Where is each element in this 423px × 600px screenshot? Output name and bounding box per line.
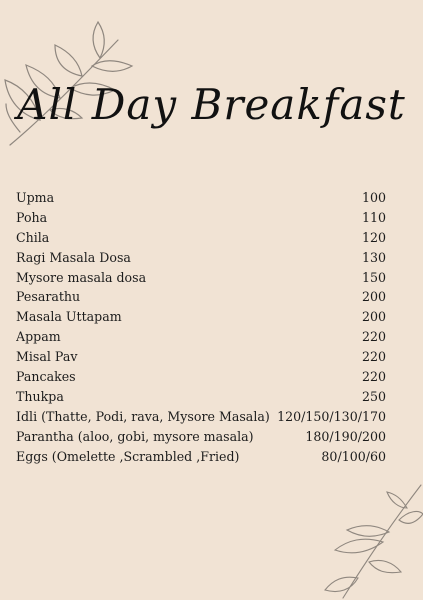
item-price: 110 bbox=[361, 209, 386, 225]
menu-item bbox=[16, 407, 386, 427]
item-name: Ragi Masala Dosa bbox=[16, 249, 131, 265]
item-name: Mysore masala dosa bbox=[16, 269, 147, 285]
item-name: Chila bbox=[16, 229, 50, 245]
item-price: 120 bbox=[361, 229, 386, 245]
item-price: 220 bbox=[361, 349, 386, 365]
menu-item bbox=[16, 248, 386, 268]
item-name: Thukpa bbox=[16, 388, 64, 404]
item-name: Idli (Thatte, Podi, rava, Mysore Masala) bbox=[16, 408, 270, 424]
item-price: 130 bbox=[361, 249, 386, 265]
leaf-branch-icon bbox=[303, 480, 423, 600]
menu-item bbox=[16, 447, 386, 467]
menu-item bbox=[16, 228, 386, 248]
menu-item bbox=[16, 287, 386, 307]
menu-item bbox=[16, 188, 386, 208]
menu-item bbox=[16, 387, 386, 407]
menu-item bbox=[16, 427, 386, 447]
item-price: 100 bbox=[361, 190, 386, 205]
item-name: Parantha (aloo, gobi, mysore masala) bbox=[16, 428, 254, 444]
menu-title: All Day Breakfast bbox=[17, 80, 406, 129]
item-name: Misal Pav bbox=[16, 349, 78, 365]
item-name: Pancakes bbox=[16, 369, 76, 385]
item-price: 250 bbox=[361, 388, 386, 404]
menu-item bbox=[16, 208, 386, 228]
menu-list bbox=[16, 188, 386, 466]
item-price: 220 bbox=[361, 329, 386, 345]
item-name: Masala Uttapam bbox=[16, 309, 122, 325]
item-name: Appam bbox=[16, 329, 61, 345]
item-name: Poha bbox=[16, 209, 48, 225]
item-price: 220 bbox=[361, 369, 386, 385]
menu-item bbox=[16, 327, 386, 347]
item-name: Upma bbox=[16, 190, 55, 205]
item-price: 180/190/200 bbox=[305, 428, 386, 444]
item-price: 200 bbox=[361, 289, 386, 305]
item-price: 80/100/60 bbox=[321, 448, 386, 464]
item-price: 120/150/130/170 bbox=[277, 408, 386, 424]
menu-item bbox=[16, 347, 386, 367]
menu-item bbox=[16, 367, 386, 387]
item-price: 200 bbox=[361, 309, 386, 325]
menu-item bbox=[16, 268, 386, 288]
menu-item bbox=[16, 307, 386, 327]
item-name: Pesarathu bbox=[16, 289, 81, 305]
item-price: 150 bbox=[361, 269, 386, 285]
item-name: Eggs (Omelette ,Scrambled ,Fried) bbox=[16, 448, 240, 464]
